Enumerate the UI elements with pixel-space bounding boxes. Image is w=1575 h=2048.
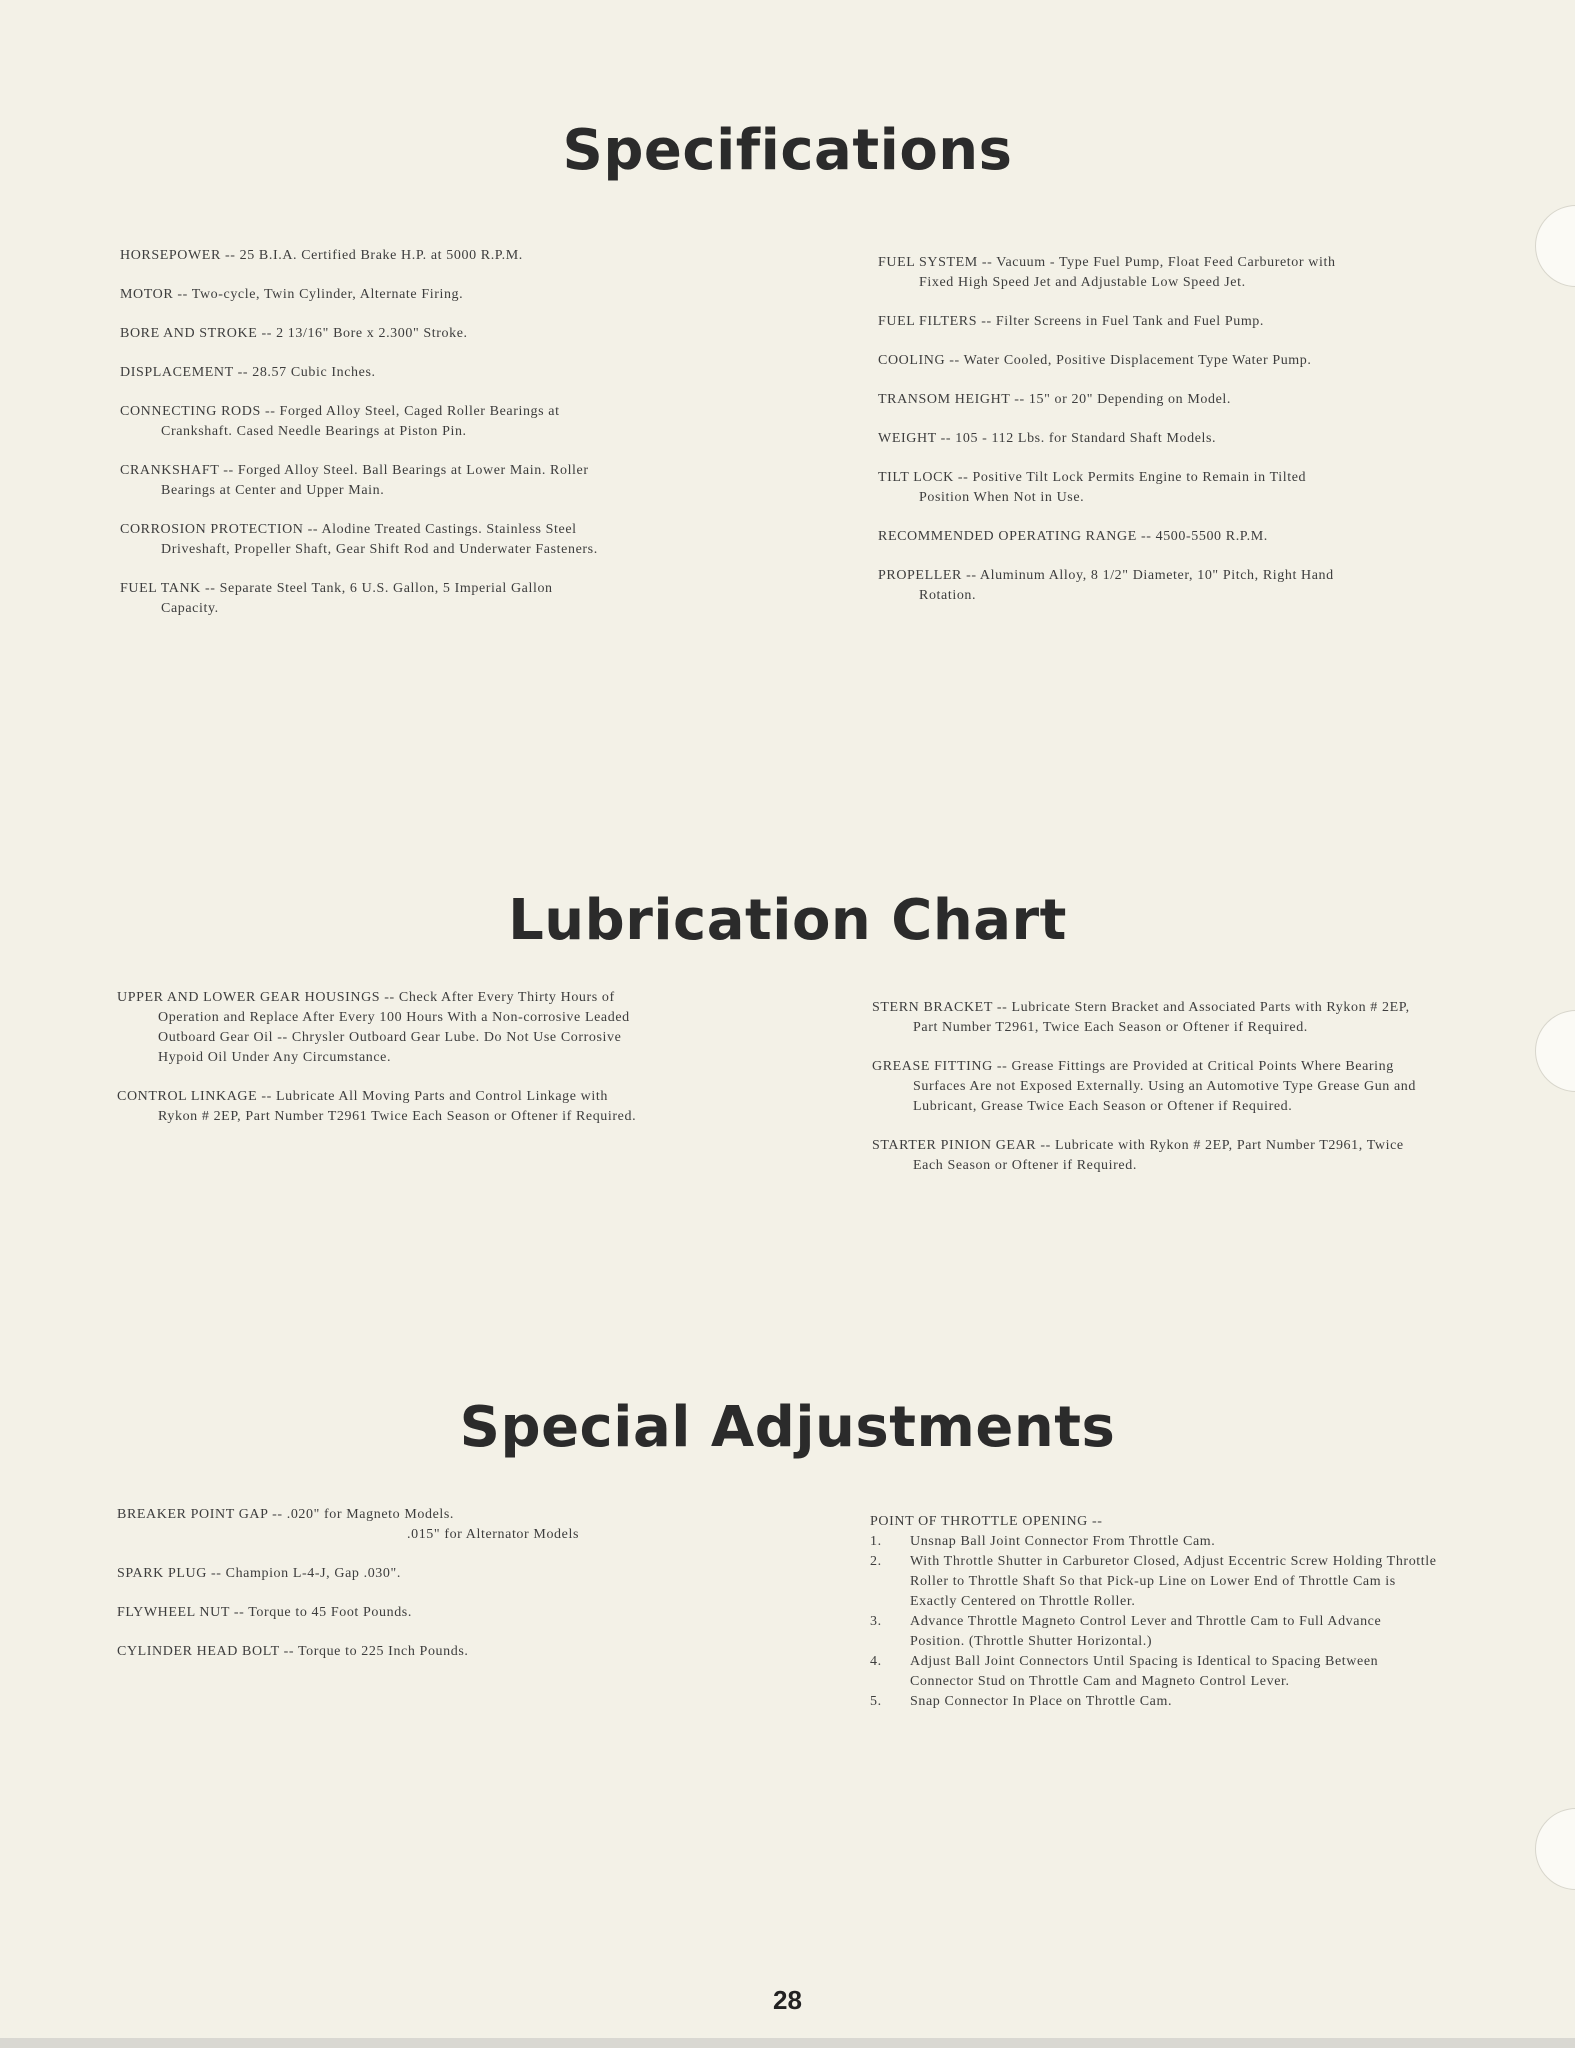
lubrication-right-column bbox=[872, 998, 1432, 1195]
punch-hole-middle bbox=[1535, 1010, 1575, 1092]
adj-breaker-line-1: BREAKER POINT GAP -- .020" for Magneto Models. bbox=[117, 1507, 455, 1522]
spec-tilt-lock: TILT LOCK -- Positive Tilt Lock Permits Engine to Remain in Tilted Position When Not in Use. bbox=[878, 470, 1307, 505]
step-text: Adjust Ball Joint Connectors Until Spacing is Identical to Spacing Between Connector Stud on Throttle Cam and Magneto Control Lever. bbox=[910, 1654, 1379, 1689]
spec-fuel-tank: FUEL TANK -- Separate Steel Tank, 6 U.S. Gallon, 5 Imperial Gallon Capacity. bbox=[120, 581, 553, 616]
throttle-step bbox=[870, 1552, 1440, 1612]
specifications-right-column bbox=[878, 253, 1358, 625]
spec-transom-height: TRANSOM HEIGHT -- 15" or 20" Depending on Model. bbox=[878, 392, 1231, 407]
spec-operating-range: RECOMMENDED OPERATING RANGE -- 4500-5500 R.P.M. bbox=[878, 529, 1268, 544]
adj-spark-plug: SPARK PLUG -- Champion L-4-J, Gap .030". bbox=[117, 1566, 401, 1581]
lubrication-left-column bbox=[117, 988, 637, 1146]
lube-grease-fitting: GREASE FITTING -- Grease Fittings are Provided at Critical Points Where Bearing Surfaces Are not Exposed Externally. Using an Automotive Type Grease Gun and Lubricant, Grease Twice Each Season or Oftener if Required. bbox=[872, 1059, 1417, 1114]
step-number: 2. bbox=[870, 1554, 882, 1569]
spec-corrosion-protection: CORROSION PROTECTION -- Alodine Treated Castings. Stainless Steel Driveshaft, Propeller Shaft, Gear Shift Rod and Underwater Fasteners. bbox=[120, 522, 598, 557]
throttle-step bbox=[870, 1692, 1440, 1712]
throttle-opening-title: POINT OF THROTTLE OPENING -- bbox=[870, 1514, 1103, 1529]
lube-control-linkage: CONTROL LINKAGE -- Lubricate All Moving Parts and Control Linkage with Rykon # 2EP, Part Number T2961 Twice Each Season or Oftener if Required. bbox=[117, 1089, 637, 1124]
spec-fuel-system: FUEL SYSTEM -- Vacuum - Type Fuel Pump, Float Feed Carburetor with Fixed High Speed Jet and Adjustable Low Speed Jet. bbox=[878, 255, 1336, 290]
step-number: 3. bbox=[870, 1614, 882, 1629]
step-number: 1. bbox=[870, 1534, 882, 1549]
adjustments-right-column bbox=[870, 1512, 1440, 1712]
specifications-left-column bbox=[120, 246, 610, 638]
scan-bottom-edge bbox=[0, 2038, 1575, 2048]
spec-motor: MOTOR -- Two-cycle, Twin Cylinder, Alternate Firing. bbox=[120, 287, 464, 302]
page-number: 28 bbox=[773, 1985, 802, 2015]
spec-displacement: DISPLACEMENT -- 28.57 Cubic Inches. bbox=[120, 365, 376, 380]
specifications-heading: Specifications bbox=[562, 118, 1013, 183]
spec-weight: WEIGHT -- 105 - 112 Lbs. for Standard Shaft Models. bbox=[878, 431, 1217, 446]
spec-crankshaft: CRANKSHAFT -- Forged Alloy Steel. Ball Bearings at Lower Main. Roller Bearings at Center and Upper Main. bbox=[120, 463, 589, 498]
lube-stern-bracket: STERN BRACKET -- Lubricate Stern Bracket and Associated Parts with Rykon # 2EP, Part Number T2961, Twice Each Season or Oftener if Required. bbox=[872, 1000, 1410, 1035]
adj-cylinder-head-bolt: CYLINDER HEAD BOLT -- Torque to 225 Inch Pounds. bbox=[117, 1644, 469, 1659]
step-text: Advance Throttle Magneto Control Lever and Throttle Cam to Full Advance Position. (Throttle Shutter Horizontal.) bbox=[910, 1614, 1382, 1649]
adjustments-left-column bbox=[117, 1505, 637, 1681]
step-text: Unsnap Ball Joint Connector From Throttle Cam. bbox=[910, 1534, 1216, 1549]
throttle-step bbox=[870, 1652, 1440, 1692]
throttle-step bbox=[870, 1532, 1440, 1552]
lube-starter-pinion-gear: STARTER PINION GEAR -- Lubricate with Rykon # 2EP, Part Number T2961, Twice Each Season or Oftener if Required. bbox=[872, 1138, 1404, 1173]
spec-cooling: COOLING -- Water Cooled, Positive Displacement Type Water Pump. bbox=[878, 353, 1312, 368]
step-number: 5. bbox=[870, 1694, 882, 1709]
spec-fuel-filters: FUEL FILTERS -- Filter Screens in Fuel Tank and Fuel Pump. bbox=[878, 314, 1265, 329]
special-adjustments-heading: Special Adjustments bbox=[459, 1395, 1116, 1460]
spec-propeller: PROPELLER -- Aluminum Alloy, 8 1/2" Diameter, 10" Pitch, Right Hand Rotation. bbox=[878, 568, 1334, 603]
step-number: 4. bbox=[870, 1654, 882, 1669]
adj-flywheel-nut: FLYWHEEL NUT -- Torque to 45 Foot Pounds. bbox=[117, 1605, 412, 1620]
throttle-step bbox=[870, 1612, 1440, 1652]
spec-bore-stroke: BORE AND STROKE -- 2 13/16" Bore x 2.300" Stroke. bbox=[120, 326, 468, 341]
punch-hole-top bbox=[1535, 205, 1575, 287]
spec-horsepower: HORSEPOWER -- 25 B.I.A. Certified Brake H.P. at 5000 R.P.M. bbox=[120, 248, 523, 263]
throttle-steps-list bbox=[870, 1532, 1440, 1712]
adj-breaker-line-2: .015" for Alternator Models bbox=[407, 1527, 579, 1542]
adj-breaker-point-gap bbox=[117, 1505, 637, 1545]
spec-connecting-rods: CONNECTING RODS -- Forged Alloy Steel, Caged Roller Bearings at Crankshaft. Cased Needle Bearings at Piston Pin. bbox=[120, 404, 560, 439]
lube-gear-housings: UPPER AND LOWER GEAR HOUSINGS -- Check After Every Thirty Hours of Operation and Replace After Every 100 Hours With a Non-corrosive Leaded Outboard Gear Oil -- Chrysler Outboard Gear Lube. Do Not Use Corrosive Hypoid Oil Under Any Circumstance. bbox=[117, 990, 630, 1065]
step-text: With Throttle Shutter in Carburetor Closed, Adjust Eccentric Screw Holding Throttle Roller to Throttle Shaft So that Pick-up Line on Lower End of Throttle Cam is Exactly Centered on Throttle Roller. bbox=[910, 1554, 1437, 1609]
lubrication-chart-heading: Lubrication Chart bbox=[508, 888, 1067, 953]
step-text: Snap Connector In Place on Throttle Cam. bbox=[910, 1694, 1173, 1709]
punch-hole-bottom bbox=[1535, 1808, 1575, 1890]
